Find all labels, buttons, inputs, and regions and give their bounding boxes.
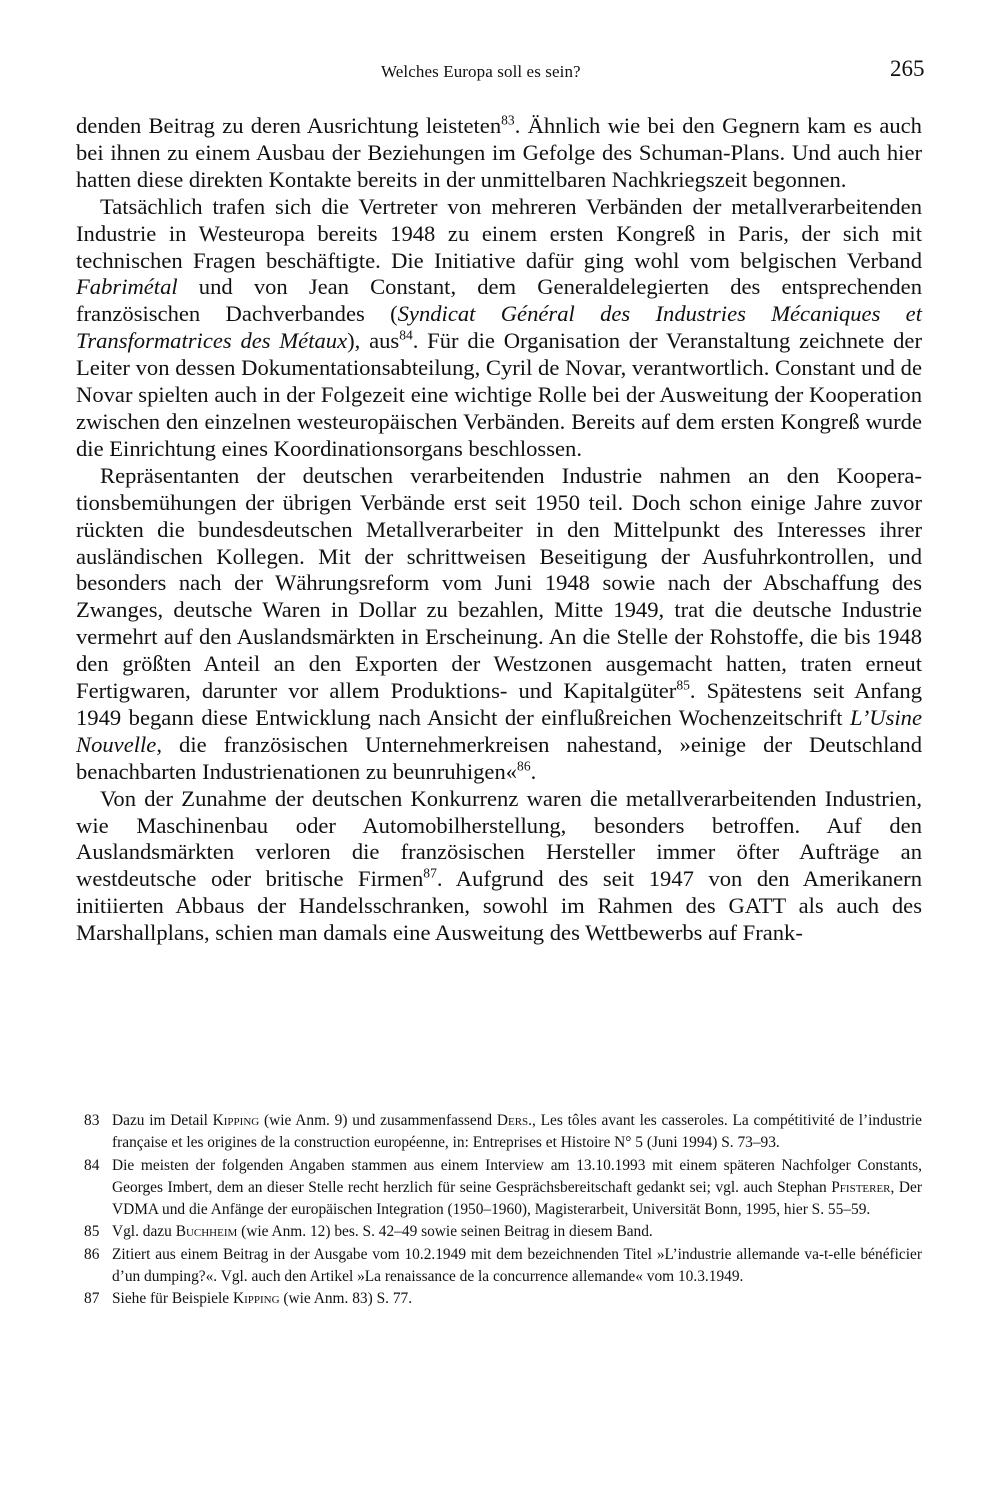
italic-text: Syndicat Général des Industries Mécaniques et Transformatrices des Métaux bbox=[76, 301, 922, 354]
text-run: (wie Anm. 9) und zusammenfassend bbox=[259, 1112, 497, 1129]
footnote bbox=[84, 1244, 922, 1289]
italic-text: Fabrimétal bbox=[76, 274, 178, 300]
text-run: Tatsächlich trafen sich die Vertreter von mehreren Verbänden der metallverarbeitenden Industrie in Westeuropa bereits 1948 zu einem ersten Kongreß in Paris, der sich mit technischen Fragen beschäftigte. Die Initiative dafür ging wohl vom belgischen Verband bbox=[76, 193, 922, 273]
footnote bbox=[84, 1155, 922, 1222]
footnote bbox=[84, 1110, 922, 1155]
text-run: . bbox=[530, 758, 537, 784]
text-run: Vgl. dazu bbox=[112, 1223, 176, 1241]
running-header-title: Welches Europa soll es sein? bbox=[381, 62, 581, 81]
text-run: . Spätestens seit Anfang 1949 begann diese Entwicklung nach Ansicht der einflußreichen Wochenzeitschrift bbox=[76, 678, 922, 730]
author-name: Kipping bbox=[212, 1112, 260, 1129]
body-paragraph bbox=[76, 113, 922, 194]
text-run: (wie Anm. 83) S. 77. bbox=[279, 1290, 413, 1308]
body-paragraph bbox=[76, 194, 922, 463]
text-run: (wie Anm. 12) bes. S. 42–49 sowie seinen Beitrag in diesem Band. bbox=[237, 1223, 653, 1241]
text-run: und von Jean Constant, dem Generaldelegierten des entsprechenden französischen Dachverbandes ( bbox=[76, 274, 922, 327]
footnote-number: 85 bbox=[84, 1223, 100, 1241]
text-run: denden Beitrag zu deren Ausrichtung leisteten bbox=[76, 113, 502, 138]
author-name: Pfisterer bbox=[831, 1178, 891, 1196]
footnote-reference: 87 bbox=[423, 865, 437, 881]
main-text bbox=[76, 113, 922, 947]
text-run: . Ähnlich wie bei den Gegnern kam es auch bei ihnen zu einem Ausbau der Beziehungen im Gefolge des Schuman-Plans. Und auch hier hatten diese direkten Kontakte bereits in der unmittelbaren Nachkriegszeit begonnen. bbox=[76, 113, 922, 192]
footnote-number: 86 bbox=[84, 1245, 100, 1263]
text-run: Dazu im Detail bbox=[112, 1112, 213, 1129]
italic-text: L’Usine Nouvelle bbox=[76, 704, 922, 757]
author-name: Ders. bbox=[496, 1112, 533, 1129]
body-paragraph bbox=[76, 786, 922, 947]
footnote-number: 83 bbox=[84, 1112, 100, 1129]
text-run: . Aufgrund des seit 1947 von den Amerikanern initiierten Abbaus der Handelsschranken, sowohl im Rahmen des GATT als auch des Marshallplans, schien man damals eine Ausweitung des Wettbewerbs auf Frank- bbox=[76, 866, 922, 946]
author-name: Buchheim bbox=[175, 1223, 238, 1241]
text-run: , Der VDMA und die Anfänge der europäischen Integration (1950–1960), Magisterarbeit, Universität Bonn, 1995, hier S. 55–59. bbox=[112, 1178, 922, 1219]
footnote-reference: 84 bbox=[399, 327, 413, 343]
footnote-reference: 85 bbox=[676, 677, 690, 693]
footnote-number: 84 bbox=[84, 1156, 100, 1174]
footnote-reference: 83 bbox=[501, 112, 515, 128]
text-run: , die französischen Unternehmerkreisen nahestand, »einige der Deutschland benachbarten Industrienationen zu beunruhigen« bbox=[76, 731, 922, 784]
footnotes-section bbox=[84, 1110, 922, 1311]
author-name: Kipping bbox=[232, 1290, 280, 1308]
text-run: ), aus bbox=[347, 328, 400, 354]
footnote bbox=[84, 1221, 922, 1243]
body-paragraph bbox=[76, 463, 922, 786]
text-run: Repräsentanten der deutschen verarbeitenden Industrie nahmen an den Kooperationsbemühungen der übrigen Verbände erst seit 1950 teil. Doch schon einige Jahre zuvor rückten die bundesdeutschen Metallverarbeiter in den Mittelpunkt des Interesses ihrer ausländischen Kollegen. Mit der schrittweisen Beseitigung der Ausfuhrkontrollen, und besonders nach der Währungsreform vom Juni 1948 sowie nach der Abschaffung des Zwanges, deutsche Waren in Dollar zu bezahlen, Mitte 1949, trat die deutsche Industrie vermehrt auf den Auslandsmärkten in Erscheinung. An die Stelle der Rohstoffe, die bis 1948 den größten Anteil an den Exporten der Westzonen ausgemacht hatten, traten erneut Fertigwaren, darunter vor allem Produktions- und Kapitalgüter bbox=[76, 462, 922, 704]
text-run: Zitiert aus einem Beitrag in der Ausgabe vom 10.2.1949 mit dem bezeichnenden Titel »L’industrie allemande va-t-elle bénéficier d’un dumping?«. Vgl. auch den Artikel »La renaissance de la concurrence allemande« vom 10.3.1949. bbox=[112, 1245, 922, 1286]
text-run: Die meisten der folgenden Angaben stammen aus einem Interview am 13.10.1993 mit einem späteren Nachfolger Constants, Georges Imbert, dem an dieser Stelle recht herzlich für seine Gesprächsbereitschaft gedankt sei; vgl. auch Stephan bbox=[112, 1156, 922, 1196]
footnote-number: 87 bbox=[84, 1290, 100, 1308]
text-run: Von der Zunahme der deutschen Konkurrenz waren die metallverarbeitenden Industrien, wie Maschinenbau oder Automobilherstellung, besonders betroffen. Auf den Auslandsmärkten verloren die französischen Hersteller immer öfter Aufträge an westdeutsche oder britische Firmen bbox=[76, 785, 922, 892]
text-run: . Für die Organisation der Veranstaltung zeichnete der Leiter von dessen Dokumentationsabteilung, Cyril de Novar, verantwortlich. Constant und de Novar spielten auch in der Folgezeit eine wichtige Rolle bei der Ausweitung der Kooperation zwischen den einzelnen westeuropäischen Verbänden. Bereits auf dem ersten Kongreß wurde die Einrichtung eines Koordinationsorgans beschlossen. bbox=[76, 328, 922, 461]
text-run: Siehe für Beispiele bbox=[112, 1290, 233, 1308]
page-number: 265 bbox=[890, 56, 925, 81]
text-run: , Les tôles avant les casseroles. La compétitivité de l’industrie française et les origines de la construction européenne, in: Entreprises et Histoire N° 5 (Juni 1994) S. 73–93. bbox=[112, 1112, 923, 1152]
footnote bbox=[84, 1288, 922, 1310]
footnote-reference: 86 bbox=[517, 758, 531, 774]
